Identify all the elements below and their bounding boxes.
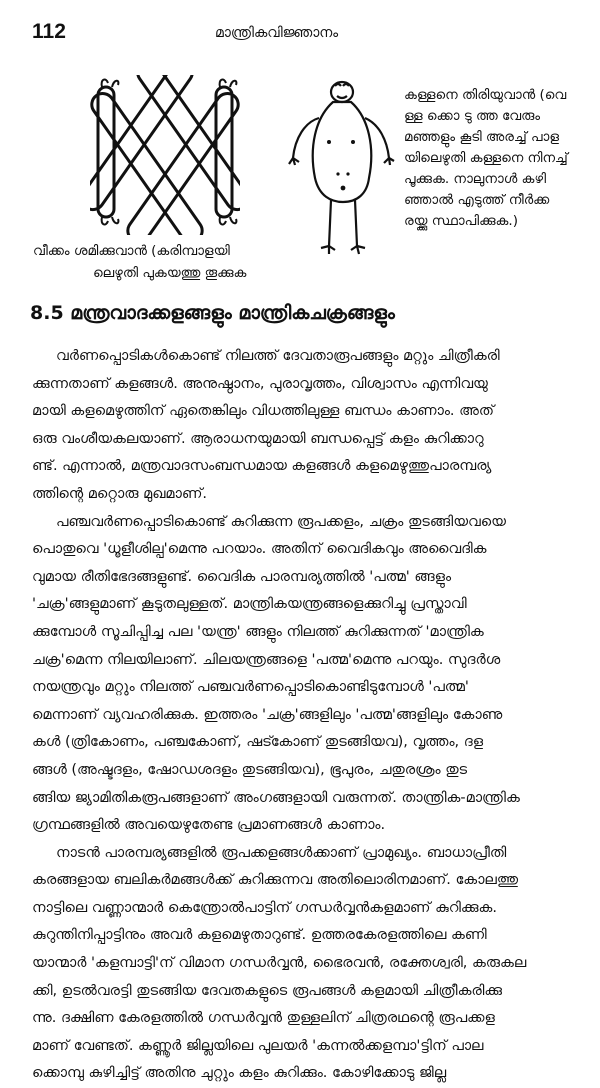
- caption-line: ലെഴുതി പുകയത്തു തൂക്കുക: [93, 265, 247, 281]
- caption-line: ഞ്ഞാൽ എടുത്ത് നീർക്ക: [404, 192, 550, 208]
- caption-line: മഞ്ഞളും കൂടി അരച്ച് പാള: [404, 129, 560, 145]
- body-line: ന്നു. ദക്ഷിണ കേരളത്തിൽ ഗന്ധർവ്വൻ തുള്ളലിന് ചിത്രരഥന്റെ രൂപക്കള: [32, 1010, 495, 1027]
- body-line: ഒരു വംശീയകലയാണ്. ആരാധനയുമായി ബന്ധപ്പെട്ട് കളം കുറിക്കാറു: [32, 430, 484, 447]
- body-line: കുറുന്തിനിപ്പാട്ടിനും അവർ കളമെഴുതാറുണ്ട്. ഉത്തരകേരളത്തിലെ കണി: [32, 927, 487, 944]
- section-heading: 8.5 മന്ത്രവാദക്കളങ്ങളും മാന്ത്രികചക്രങ്ങളും: [30, 302, 395, 324]
- caption-line: രയ്ക്കു സ്ഥാപിക്കുക.): [404, 213, 518, 229]
- body-line: ക്കുന്നതാണ് കളങ്ങൾ. അനുഷ്ഠാനം, പുരാവൃത്തം, വിശ്വാസം എന്നിവയു: [32, 375, 488, 392]
- caption-line: ള്ള ക്കൊ ടു ത്ത വേരും: [404, 108, 540, 124]
- caption-line: പൂക്കുക. നാലുനാൾ കഴി: [404, 171, 547, 187]
- body-line: മായി കളമെഴുത്തിന് ഏതെങ്കിലും വിധത്തിലുള്ള ബന്ധം കാണാം. അത്: [32, 403, 494, 420]
- caption-line: വീക്കം ശമിക്കുവാൻ (കരിമ്പാളയി: [33, 243, 230, 259]
- body-line: ഗ്രന്ഥങ്ങളിൽ അവയെഴുതേണ്ട പ്രമാണങ്ങൾ കാണാം.: [32, 817, 386, 834]
- body-line: മെന്നാണ് വ്യവഹരിക്കുക. ഇത്തരം 'ചക്ര'ങ്ങളിലും 'പത്മ'ങ്ങളിലും കോണു: [32, 706, 503, 723]
- body-text: [32, 343, 580, 1088]
- body-line: ണ്ട്. എന്നാൽ, മന്ത്രവാദസംബന്ധമായ കളങ്ങൾ കളമെഴുത്തുപാരമ്പര്യ: [32, 458, 492, 475]
- kalam-figure-drawing-icon: [285, 78, 395, 260]
- body-line: ക്കുമ്പോൾ സൂചിപ്പിച്ച പല 'യന്ത്ര' ങ്ങളും നിലത്ത് കുറിക്കുന്നത് 'മാന്ത്രിക: [32, 623, 484, 640]
- body-line: വുമായ രീതിഭേദങ്ങളുണ്ട്. വൈദിക പാരമ്പര്യത്തിൽ 'പത്മ' ങ്ങളും: [32, 568, 452, 585]
- left-figure-caption: [33, 240, 273, 284]
- body-line: പഞ്ചവർണപ്പൊടികൊണ്ട് കുറിക്കുന്ന രൂപക്കളം, ചക്രം തുടങ്ങിയവയെ: [56, 513, 506, 530]
- body-line: നാടൻ പാരമ്പര്യങ്ങളിൽ രൂപക്കളങ്ങൾക്കാണ് പ്രാമുഖ്യം. ബാധാപ്രീതി: [56, 844, 507, 861]
- kalam-knot-diagram-icon: [90, 75, 240, 235]
- body-line: 'ചക്ര'ങ്ങളുമാണ് കൂടുതലുള്ളത്. മാന്ത്രികയന്ത്രങ്ങളെക്കുറിച്ചു പ്രസ്താവി: [32, 596, 467, 613]
- body-line: ക്കൊമ്പു കുഴിച്ചിട്ട് അതിനു ചുറ്റും കളം കുറിക്കും. കോഴിക്കോടു ജില്ല: [32, 1065, 447, 1082]
- body-line: നയന്ത്രവും മറ്റും നിലത്ത് പഞ്ചവർണപ്പൊടികൊണ്ടിടുമ്പോൾ 'പത്മ': [32, 679, 469, 696]
- body-line: നാട്ടിലെ വണ്ണാന്മാർ കെന്ത്രോൽപാട്ടിന് ഗന്ധർവ്വൻകളമാണ് കുറിക്കുക.: [32, 899, 497, 916]
- running-head: മാന്ത്രികവിജ്ഞാനം: [215, 25, 339, 41]
- body-line: ങ്ങിയ ജ്യാമിതികരൂപങ്ങളാണ് അംഗങ്ങളായി വരുന്നത്. താന്ത്രിക-മാന്ത്രിക: [32, 789, 520, 806]
- body-line: പൊതുവെ 'ധൂളീശില്പ'മെന്നു പറയാം. അതിന് വൈദികവും അവൈദിക: [32, 541, 487, 558]
- page-number: 112: [32, 20, 66, 43]
- caption-line: കള്ളനെ തിരിയുവാൻ (വെ: [404, 87, 567, 103]
- body-line: കൾ (ത്രികോണം, പഞ്ചകോണ്, ഷട്കോണ് തുടങ്ങിയവ), വൃത്തം, ദള: [32, 734, 484, 751]
- caption-line: യിലെഴുതി കള്ളനെ നിനച്ച്: [404, 150, 568, 166]
- body-line: കരങ്ങളായ ബലികർമങ്ങൾക്ക് കുറിക്കുന്നവ അതിലൊരിനമാണ്. കോലത്തു: [32, 872, 518, 889]
- body-line: ക്കി, ഉടൽവരട്ടി തുടങ്ങിയ ദേവതകളുടെ രൂപങ്ങൾ കളമായി ചിത്രീകരിക്കു: [32, 982, 503, 999]
- body-line: യാന്മാർ 'കളമ്പാട്ടി'ന് വിമാന ഗന്ധർവ്വൻ, ഭൈരവൻ, രക്തേശ്വരി, കരുകല: [32, 955, 527, 972]
- body-line: മാണ് വേണ്ടത്. കണ്ണൂർ ജില്ലയിലെ പുലയർ 'കന്നൽക്കളമ്പാ'ട്ടിന് പാല: [32, 1037, 484, 1054]
- right-figure-caption: [404, 85, 579, 232]
- body-line: ങ്ങൾ (അഷ്ടദളം, ഷോഡശദളം തുടങ്ങിയവ), ഭൂപുരം, ചതുരശ്രം തുട: [32, 761, 468, 778]
- body-line: ത്തിന്റെ മറ്റൊരു മുഖമാണ്.: [32, 485, 207, 502]
- body-line: വർണപ്പൊടികൾകൊണ്ട് നിലത്ത് ദേവതാരൂപങ്ങളും മറ്റും ചിത്രീകരി: [56, 348, 500, 364]
- body-line: ചക്ര'മെന്ന നിലയിലാണ്. ചിലയന്ത്രങ്ങളെ 'പത്മ'മെന്നു പറയും. സുദർശ: [32, 651, 501, 668]
